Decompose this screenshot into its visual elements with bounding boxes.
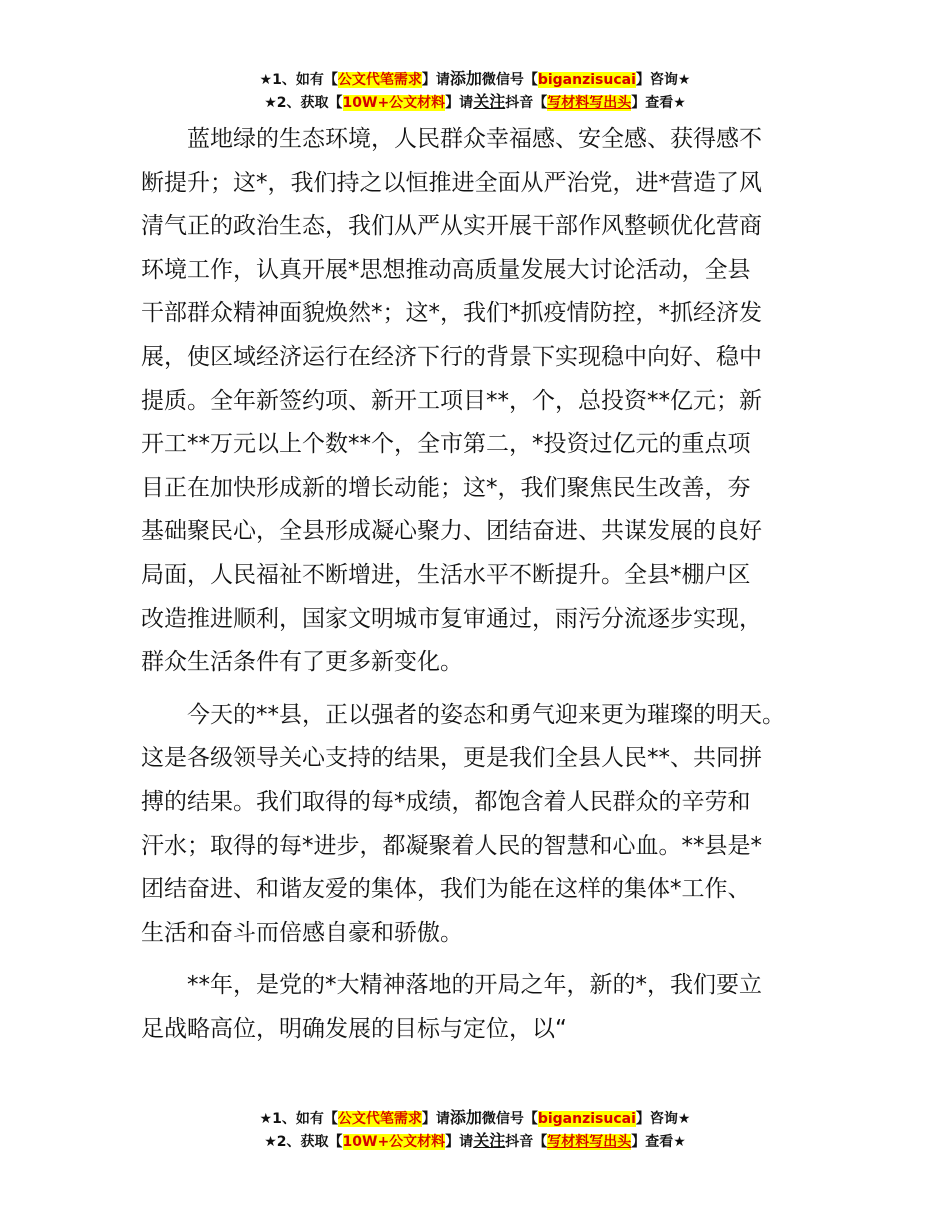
- banner-text: 】请: [421, 1111, 450, 1127]
- banner-text: ★2、获取【: [264, 1134, 343, 1150]
- banner-highlight: 10W+公文材料: [342, 95, 446, 111]
- text-line: 群众生活条件有了更多新变化。: [141, 649, 463, 676]
- banner-text: 】查看★: [631, 1134, 686, 1150]
- banner-highlight: 公文代笔需求: [337, 1111, 422, 1127]
- banner-line-1: [0, 1107, 950, 1130]
- banner-line-2: [0, 91, 950, 114]
- banner-text: 】请: [421, 72, 450, 88]
- banner-text: 】咨询★: [635, 1111, 691, 1127]
- text-line: 清气正的政治生态，我们从严从实开展干部作风整顿优化营商: [141, 213, 762, 240]
- banner-text: 】查看★: [631, 95, 686, 111]
- text-line: 提质。全年新签约项、新开工项目**，个，总投资**亿元；新: [141, 387, 762, 414]
- text-line: 团结奋进、和谐友爱的集体，我们为能在这样的集体*工作、: [141, 876, 751, 903]
- text-line: 生活和奋斗而倍感自豪和骄傲。: [141, 919, 463, 946]
- text-line: **年，是党的*大精神落地的开局之年，新的*，我们要立: [187, 972, 762, 999]
- banner-emphasis: 添加: [449, 69, 482, 88]
- text-line: 干部群众精神面貌焕然*；这*，我们*抓疫情防控，*抓经济发: [141, 300, 762, 327]
- banner-text: ★2、获取【: [264, 95, 343, 111]
- text-line: 开工**万元以上个数**个，全市第二，*投资过亿元的重点项: [141, 431, 751, 458]
- text-line: 展，使区域经济运行在经济下行的背景下实现稳中向好、稳中: [141, 343, 762, 370]
- text-line: 这是各级领导关心支持的结果，更是我们全县人民**、共同拼: [141, 745, 762, 772]
- banner-text: 】请: [445, 1134, 474, 1150]
- text-line: 断提升；这*，我们持之以恒推进全面从严治党，进*营造了风: [141, 169, 762, 196]
- banner-highlight: 公文代笔需求: [337, 72, 422, 88]
- banner-text: 微信号【: [481, 1111, 538, 1127]
- header-banner: [0, 68, 950, 114]
- douyin-account: 写材料写出头: [547, 95, 632, 111]
- banner-emphasis: 添加: [449, 1108, 482, 1127]
- text-line: 环境工作，认真开展*思想推动高质量发展大讨论活动，全县: [141, 256, 751, 283]
- document-body: [141, 118, 813, 1060]
- text-line: 目正在加快形成新的增长动能；这*，我们聚焦民生改善，夯: [141, 474, 751, 501]
- text-line: 局面，人民福祉不断增进，生活水平不断提升。全县*棚户区: [141, 561, 751, 588]
- banner-text: 】咨询★: [635, 72, 691, 88]
- text-line: 搏的结果。我们取得的每*成绩，都饱含着人民群众的辛劳和: [141, 788, 751, 815]
- text-line: 汗水；取得的每*进步，都凝聚着人民的智慧和心血。**县是*: [141, 832, 762, 859]
- text-line: 今天的**县，正以强者的姿态和勇气迎来更为璀璨的明天。: [187, 701, 785, 728]
- footer-banner: [0, 1107, 950, 1153]
- banner-emphasis: 关注: [473, 1131, 506, 1150]
- banner-line-2: [0, 1130, 950, 1153]
- text-line: 改造推进顺利，国家文明城市复审通过，雨污分流逐步实现，: [141, 605, 762, 632]
- wechat-id: biganzisucai: [537, 72, 636, 88]
- banner-text: ★1、如有【: [259, 1111, 338, 1127]
- banner-text: 抖音【: [505, 1134, 548, 1150]
- paragraph-3: [141, 964, 813, 1051]
- paragraph-1: [141, 118, 813, 685]
- banner-line-1: [0, 68, 950, 91]
- banner-text: 微信号【: [481, 72, 538, 88]
- banner-text: ★1、如有【: [259, 72, 338, 88]
- text-line: 基础聚民心，全县形成凝心聚力、团结奋进、共谋发展的良好: [141, 518, 762, 545]
- banner-highlight: 10W+公文材料: [342, 1134, 446, 1150]
- paragraph-2: [141, 694, 813, 956]
- douyin-account: 写材料写出头: [547, 1134, 632, 1150]
- banner-text: 】请: [445, 95, 474, 111]
- text-line: 蓝地绿的生态环境，人民群众幸福感、安全感、获得感不: [187, 126, 762, 152]
- banner-emphasis: 关注: [473, 92, 506, 111]
- banner-text: 抖音【: [505, 95, 548, 111]
- text-line: 足战略高位，明确发展的目标与定位，以“: [141, 1015, 567, 1042]
- wechat-id: biganzisucai: [537, 1111, 636, 1127]
